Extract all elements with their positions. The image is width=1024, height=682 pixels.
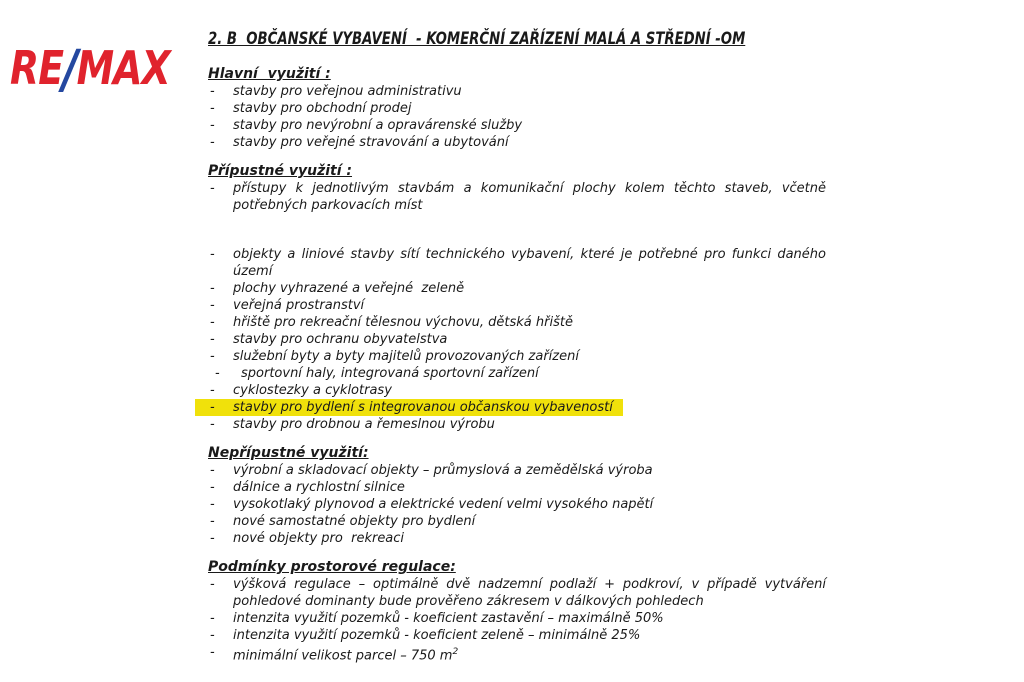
- list-item: [208, 83, 826, 100]
- list-item: [208, 365, 826, 382]
- bullet-dash: -: [210, 514, 215, 529]
- list-item: [208, 610, 826, 627]
- list-item-text: objekty a liniové stavby sítí technického vybavení, které je potřebné pro funkci daného území: [233, 247, 826, 279]
- bullet-dash: -: [210, 332, 215, 347]
- list-item-text: hřiště pro rekreační tělesnou výchovu, dětská hřiště: [233, 315, 573, 330]
- bullet-dash: -: [210, 135, 215, 150]
- section-nepripustne-vyuziti: [208, 445, 826, 547]
- bullet-dash: -: [210, 281, 215, 296]
- list-item-text: stavby pro obchodní prodej: [233, 101, 412, 116]
- list-item: [208, 331, 826, 348]
- list-item: [208, 576, 826, 610]
- list-item: [208, 134, 826, 151]
- bullet-list: [208, 576, 826, 664]
- list-item-text: intenzita využití pozemků - koeficient zeleně – minimálně 25%: [233, 628, 641, 643]
- list-item: [208, 314, 826, 331]
- bullet-dash: -: [210, 577, 215, 592]
- remax-logo: [10, 39, 170, 100]
- list-item: [208, 348, 826, 365]
- list-item-text: nové samostatné objekty pro bydlení: [233, 514, 476, 529]
- list-item: [208, 530, 826, 547]
- bullet-dash: -: [210, 463, 215, 478]
- section-hlavni-vyuziti: [208, 66, 826, 151]
- bullet-dash: -: [210, 417, 215, 432]
- list-item: [208, 513, 826, 530]
- section-heading: Podmínky prostorové regulace:: [208, 559, 456, 575]
- list-item: [208, 382, 826, 399]
- bullet-list: [208, 83, 826, 151]
- bullet-dash: -: [210, 118, 215, 133]
- list-item-text: veřejná prostranství: [233, 298, 365, 313]
- bullet-dash: -: [210, 84, 215, 99]
- list-item-text: intenzita využití pozemků - koeficient zastavění – maximálně 50%: [233, 611, 664, 626]
- bullet-dash: -: [210, 247, 215, 262]
- bullet-dash: -: [210, 531, 215, 546]
- list-item-text: sportovní haly, integrovaná sportovní zařízení: [241, 366, 539, 381]
- list-item-text: minimální velikost parcel – 750 m: [233, 648, 453, 664]
- logo-slash: /: [62, 39, 78, 100]
- list-item: [208, 479, 826, 496]
- logo-re-text: RE: [10, 41, 64, 95]
- list-item-text: výrobní a skladovací objekty – průmyslová a zemědělská výroba: [233, 463, 653, 478]
- list-item: [208, 246, 826, 280]
- bullet-dash: -: [210, 383, 215, 398]
- section-heading: Nepřípustné využití:: [208, 445, 369, 461]
- list-item-text: nové objekty pro rekreaci: [233, 531, 405, 546]
- list-item: [208, 416, 826, 433]
- bullet-dash: -: [210, 611, 215, 626]
- bullet-dash: -: [210, 315, 215, 330]
- list-item-text: stavby pro veřejné stravování a ubytování: [233, 135, 509, 150]
- list-item: [208, 117, 826, 134]
- bullet-dash: -: [210, 645, 215, 660]
- superscript-2: 2: [452, 647, 459, 657]
- list-item-highlighted: [195, 399, 623, 416]
- bullet-dash: -: [215, 366, 220, 381]
- list-item-text: stavby pro ochranu obyvatelstva: [233, 332, 448, 347]
- section-heading: Hlavní využití :: [208, 66, 331, 82]
- bullet-dash: -: [210, 480, 215, 495]
- list-item-text: plochy vyhrazené a veřejné zeleně: [233, 281, 465, 296]
- logo-max-text: MAX: [76, 41, 170, 95]
- list-item-text: služební byty a byty majitelů provozovaných zařízení: [233, 349, 579, 364]
- list-item-text: výšková regulace – optimálně dvě nadzemní podlaží + podkroví, v případě vytváření pohledové dominanty bude prověřeno zákresem v dálkových pohledech: [233, 577, 826, 609]
- bullet-dash: -: [210, 349, 215, 364]
- list-item: [208, 644, 826, 664]
- list-item: [208, 180, 826, 214]
- list-item-text: stavby pro veřejnou administrativu: [233, 84, 462, 99]
- section-pripustne-vyuziti: [208, 163, 826, 433]
- list-item-text: cyklostezky a cyklotrasy: [233, 383, 392, 398]
- bullet-dash: -: [210, 181, 215, 196]
- document-content: [208, 28, 826, 664]
- list-item: [208, 280, 826, 297]
- bullet-list: [208, 180, 826, 433]
- bullet-dash: -: [210, 400, 215, 415]
- list-item: [208, 627, 826, 644]
- page-title: 2. B OBČANSKÉ VYBAVENÍ - KOMERČNÍ ZAŘÍZENÍ MALÁ A STŘEDNÍ -OM: [208, 29, 746, 49]
- bullet-list: [208, 462, 826, 547]
- list-item-text: stavby pro drobnou a řemeslnou výrobu: [233, 417, 495, 432]
- list-item-text: stavby pro nevýrobní a opravárenské služby: [233, 118, 523, 133]
- list-item: [208, 462, 826, 479]
- list-item-text: vysokotlaký plynovod a elektrické vedení velmi vysokého napětí: [233, 497, 654, 512]
- list-item-text: dálnice a rychlostní silnice: [233, 480, 405, 495]
- list-item: [208, 496, 826, 513]
- list-item: [208, 100, 826, 117]
- list-item-text: stavby pro bydlení s integrovanou občanskou vybaveností: [233, 400, 613, 415]
- bullet-dash: -: [210, 497, 215, 512]
- section-podminky-regulace: [208, 559, 826, 664]
- section-heading: Přípustné využití :: [208, 163, 353, 179]
- bullet-dash: -: [210, 101, 215, 116]
- bullet-dash: -: [210, 298, 215, 313]
- list-item-text: přístupy k jednotlivým stavbám a komunikační plochy kolem těchto staveb, včetně potřebných parkovacích míst: [233, 181, 826, 213]
- bullet-dash: -: [210, 628, 215, 643]
- list-item: [208, 297, 826, 314]
